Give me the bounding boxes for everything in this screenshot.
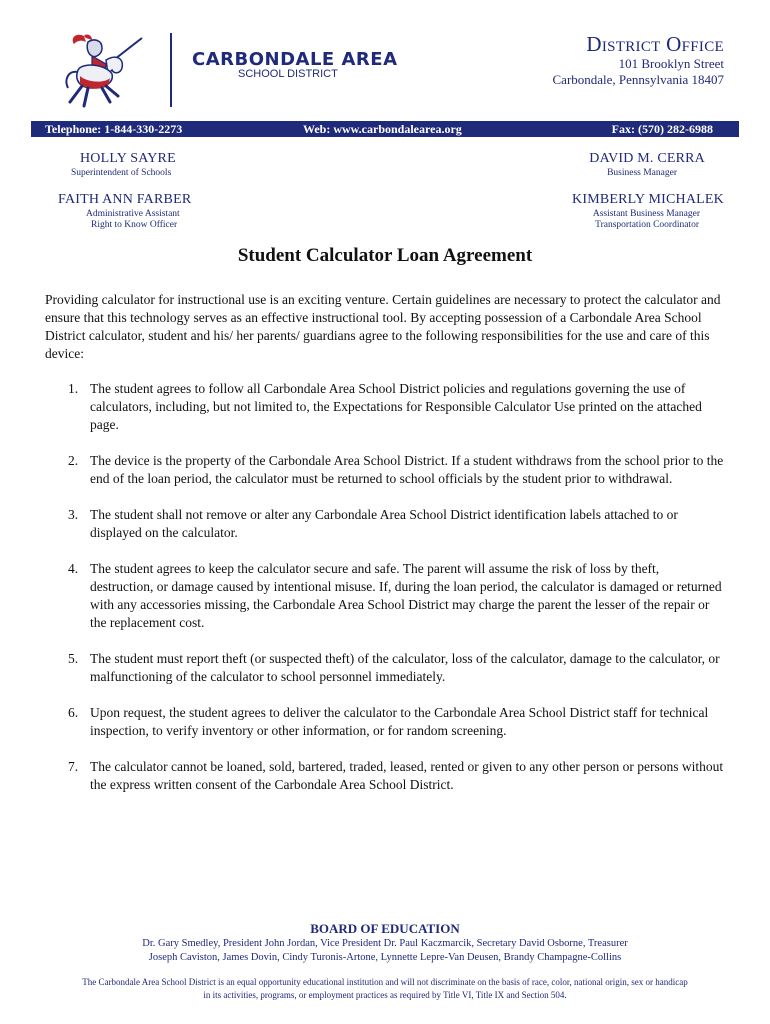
list-text: The student must report theft (or suspected theft) of the calculator, loss of the calculator, damage to the calculator, or malfunctioning of the calculator to school personnel immediately. [90,651,720,684]
board-members-line-2: Joseph Caviston, James Dovin, Cindy Turonis-Artone, Lynnette Lepre-Van Deusen, Brandy Champagne-Collins [148,952,622,963]
district-name: CARBONDALE AREA [192,49,398,70]
list-text: The student shall not remove or alter any Carbondale Area School District identification labels attached to or displayed on the calculator. [90,507,678,540]
list-text: The calculator cannot be loaned, sold, bartered, traded, leased, rented or given to any other person or persons without the express written consent of the Carbondale Area School District. [90,759,724,792]
list-number: 3. [68,507,79,522]
staff-name-admin-assistant: FAITH ANN FARBER [58,192,192,207]
header-divider [170,33,172,107]
staff-name-superintendent: HOLLY SAYRE [80,151,176,166]
website-link[interactable]: Web: www.carbondalearea.org [303,122,462,136]
staff-role: Transportation Coordinator [595,220,699,230]
list-number: 1. [68,381,79,396]
intro-paragraph: Providing calculator for instructional use is an exciting venture. Certain guidelines are necessary to protect the calculator and ensure that this technology serves as an effective instructional tool. By accepting possession of a Carbondale Area School District calculator, student and his/ her parents/ guardians agree to the following responsibilities for the use and care of this device: [45,292,721,361]
staff-role: Right to Know Officer [91,220,178,230]
list-text: The student agrees to keep the calculator secure and safe. The parent will assume the risk of loss by theft, destruction, or damage caused by intentional misuse. If, during the loan period, the calculator is damaged or returned with any accessories missing, the Carbondale Area School District may charge the parent the lesser of the repair or the replacement cost. [90,561,722,630]
staff-name-business-manager: DAVID M. CERRA [589,151,705,166]
office-title: District Office [586,32,724,56]
list-number: 2. [68,453,79,468]
list-text: Upon request, the student agrees to deliver the calculator to the Carbondale Area School District staff for technical inspection, to verify inventory or other information, or for random screening. [90,705,709,738]
list-text: The device is the property of the Carbondale Area School District. If a student withdraws from the school prior to the end of the loan period, the calculator must be returned to school officials by the student prior to withdrawal. [90,453,724,486]
staff-name-assistant-business-manager: KIMBERLY MICHALEK [572,192,724,207]
staff-role: Assistant Business Manager [592,209,700,219]
list-item [45,452,725,488]
office-city: Carbondale, Pennsylvania 18407 [552,72,724,87]
list-item [45,704,725,740]
terms-list [45,380,725,794]
knight-on-horse-logo [62,30,146,110]
board-members-line-1: Dr. Gary Smedley, President John Jordan, Vice President Dr. Paul Kaczmarcik, Secretary David Osborne, Treasurer [142,938,628,949]
contact-bar [31,121,739,137]
list-item [45,506,725,542]
list-item [45,650,725,686]
staff-role: Administrative Assistant [86,209,180,219]
list-item [45,380,725,434]
list-number: 5. [68,651,79,666]
list-text: The student agrees to follow all Carbondale Area School District policies and regulations governing the use of calculators, including, but not limited to, the Expectations for Responsible Calculator Use printed on the attached page. [90,381,702,432]
list-item [45,758,725,794]
fax: Fax: (570) 282-6988 [611,122,713,136]
document-title: Student Calculator Loan Agreement [237,245,533,266]
office-street: 101 Brooklyn Street [618,56,724,71]
eeo-statement-line-2: in its activities, programs, or employment practices as required by Title VI, Title IX and Section 504. [203,990,567,1000]
district-subtitle: SCHOOL DISTRICT [238,68,338,80]
eeo-statement-line-1: The Carbondale Area School District is an equal opportunity educational institution and will not discriminate on the basis of race, color, national origin, sex or handicap [82,977,688,987]
list-item [45,560,725,632]
list-number: 4. [68,561,79,576]
board-heading: BOARD OF EDUCATION [310,921,460,936]
staff-role: Superintendent of Schools [71,168,172,178]
staff-role: Business Manager [607,168,677,178]
telephone: Telephone: 1-844-330-2273 [45,122,183,136]
list-number: 6. [68,705,79,720]
list-number: 7. [68,759,79,774]
